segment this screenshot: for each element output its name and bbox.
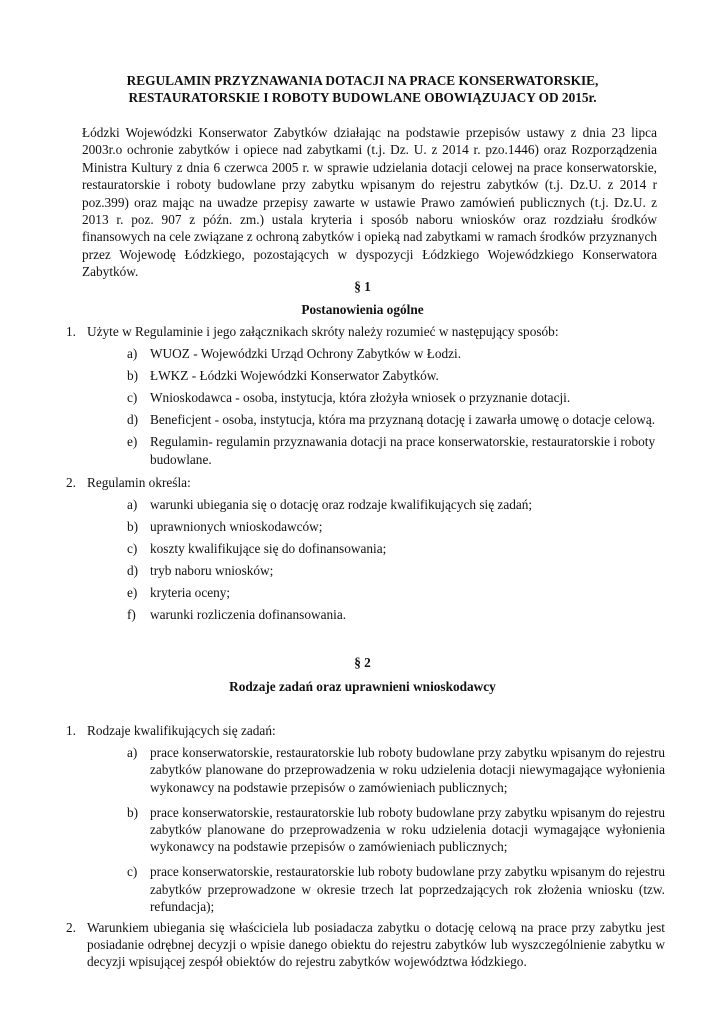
section-2-heading: Rodzaje zadań oraz uprawnieni wnioskodawcy (229, 679, 496, 694)
subitem-letter: c) (127, 864, 138, 880)
subitem-letter: c) (127, 390, 138, 406)
subitem (87, 367, 665, 384)
subitem-text: prace konserwatorskie, restauratorskie lub roboty budowlane przy zabytku wpisanym do rejestru zabytków przeprowadzone w okresie trzech lat poprzedzających rok złożenia wniosku (tzw. refundacja); (150, 864, 665, 914)
subitem-letter: e) (127, 434, 138, 450)
subitem (87, 433, 665, 467)
item-number: 1. (66, 324, 76, 339)
subitem (87, 411, 665, 428)
subitem-text: ŁWKZ - Łódzki Wojewódzki Konserwator Zabytków. (150, 368, 439, 384)
section-1-item-2 (60, 474, 665, 624)
section-2-item-2 (60, 919, 665, 971)
section-2-mark: § 2 (354, 655, 371, 670)
subitem (87, 540, 665, 557)
subitem (87, 496, 665, 513)
section-2-list (60, 722, 665, 971)
subitem-letter: b) (127, 519, 139, 535)
section-1-list (60, 323, 665, 624)
subitem-letter: a) (127, 745, 138, 761)
subitem-letter: b) (127, 368, 139, 384)
sublist (87, 345, 665, 468)
subitem-text: Wnioskodawca - osoba, instytucja, która złożyła wniosek o przyznanie dotacji. (150, 390, 571, 406)
section-1-item-1 (60, 323, 665, 468)
document-title (60, 72, 665, 106)
subitem-text: prace konserwatorskie, restauratorskie lub roboty budowlane przy zabytku wpisanym do rejestru zabytków planowane do przeprowadzenia w roku udzielenia dotacji niewymagające wyłonienia wykonawcy na podstawie przepisów o zamówieniach publicznych; (150, 745, 665, 795)
subitem (87, 804, 665, 856)
section-2-item-1 (60, 722, 665, 915)
subitem (87, 562, 665, 579)
subitem-letter: c) (127, 541, 138, 557)
subitem-letter: a) (127, 496, 138, 512)
item-text: Warunkiem ubiegania się właściciela lub posiadacza zabytku o dotację celową na prace przy zabytku jest posiadanie odrębnej decyzji o wpisie danego obiektu do rejestru zabytków lub wyszczególnienie zabytku w decyzji wpisującej zespół obiektów do rejestru zabytków województwa łódzkiego. (87, 919, 665, 970)
subitem-text: warunki rozliczenia dofinansowania. (150, 607, 347, 623)
subitem-letter: f) (127, 607, 136, 623)
intro-text: Łódzki Wojewódzki Konserwator Zabytków działając na podstawie przepisów ustawy z dnia 23 lipca 2003r.o ochronie zabytków i opiece nad zabytkami (t.j. Dz. U. z 2014 r. pzo.1446) oraz Rozporządzenia Ministra Kultury z dnia 6 czerwca 2005 r. w sprawie udzielania dotacji celowej na prace konserwatorskie, restauratorskie i roboty budowlane przy zabytku wpisanym do rejestru zabytków (t.j. Dz.U. z 2014 r poz.399) oraz mając na uwadze przepisy zawarte w ustawie Prawo zamówień publicznych (t.j. Dz.U. z 2013 r. poz. 907 z późn. zm.) ustala kryteria i sposób naboru wniosków oraz rozdziału środków finansowych na cele związane z ochroną zabytków i opieką nad zabytkami w ramach środków przyznanych przez Wojewodę Łódzkiego, pozostających w dyspozycji Łódzkiego Wojewódzkiego Konserwatora Zabytków. (82, 125, 657, 280)
item-number: 2. (66, 474, 76, 490)
subitem-text: koszty kwalifikujące się do dofinansowania; (150, 541, 387, 557)
item-text: Regulamin określa: (87, 474, 191, 490)
subitem-text: kryteria oceny; (150, 585, 231, 601)
subitem (87, 345, 665, 362)
subitem-letter: d) (127, 412, 139, 428)
subitem (87, 863, 665, 915)
intro-paragraph (82, 124, 657, 281)
section-1-mark: § 1 (354, 279, 371, 294)
item-number: 2. (66, 919, 76, 935)
subitem-letter: b) (127, 804, 139, 820)
item-text: Rodzaje kwalifikujących się zadań: (87, 723, 276, 738)
subitem (87, 389, 665, 406)
item-text: Użyte w Regulaminie i jego załącznikach skróty należy rozumieć w następujący sposób: (87, 324, 559, 339)
subitem-letter: a) (127, 346, 138, 362)
subitem (87, 744, 665, 796)
subitem-text: Beneficjent - osoba, instytucja, która ma przyznaną dotację i zawarła umowę o dotacje celową. (150, 412, 656, 428)
subitem (87, 518, 665, 535)
subitem-text: WUOZ - Wojewódzki Urząd Ochrony Zabytków w Łodzi. (150, 346, 462, 362)
sublist (87, 496, 665, 624)
subitem-text: uprawnionych wnioskodawców; (150, 519, 323, 535)
subitem-text: warunki ubiegania się o dotację oraz rodzaje kwalifikujących się zadań; (150, 496, 533, 512)
section-1-heading: Postanowienia ogólne (301, 302, 424, 317)
item-number: 1. (66, 723, 76, 738)
sublist (87, 744, 665, 915)
title-line-2: RESTAURATORSKIE I ROBOTY BUDOWLANE OBOWIĄZUJACY OD 2015r. (128, 90, 597, 105)
subitem-text: tryb naboru wniosków; (150, 563, 274, 579)
subitem-letter: d) (127, 563, 139, 579)
subitem-text: prace konserwatorskie, restauratorskie lub roboty budowlane przy zabytku wpisanym do rejestru zabytków planowane do przeprowadzenia w roku udzielenia dotacji wymagające wyłonienia wykonawcy na podstawie przepisów o zamówieniach publicznych; (150, 804, 665, 855)
subitem-letter: e) (127, 585, 138, 601)
subitem (87, 584, 665, 601)
title-line-1: REGULAMIN PRZYZNAWANIA DOTACJI NA PRACE KONSERWATORSKIE, (126, 73, 599, 88)
subitem (87, 606, 665, 623)
subitem-text: Regulamin- regulamin przyznawania dotacji na prace konserwatorskie, restauratorskie i roboty budowlane. (150, 434, 656, 467)
